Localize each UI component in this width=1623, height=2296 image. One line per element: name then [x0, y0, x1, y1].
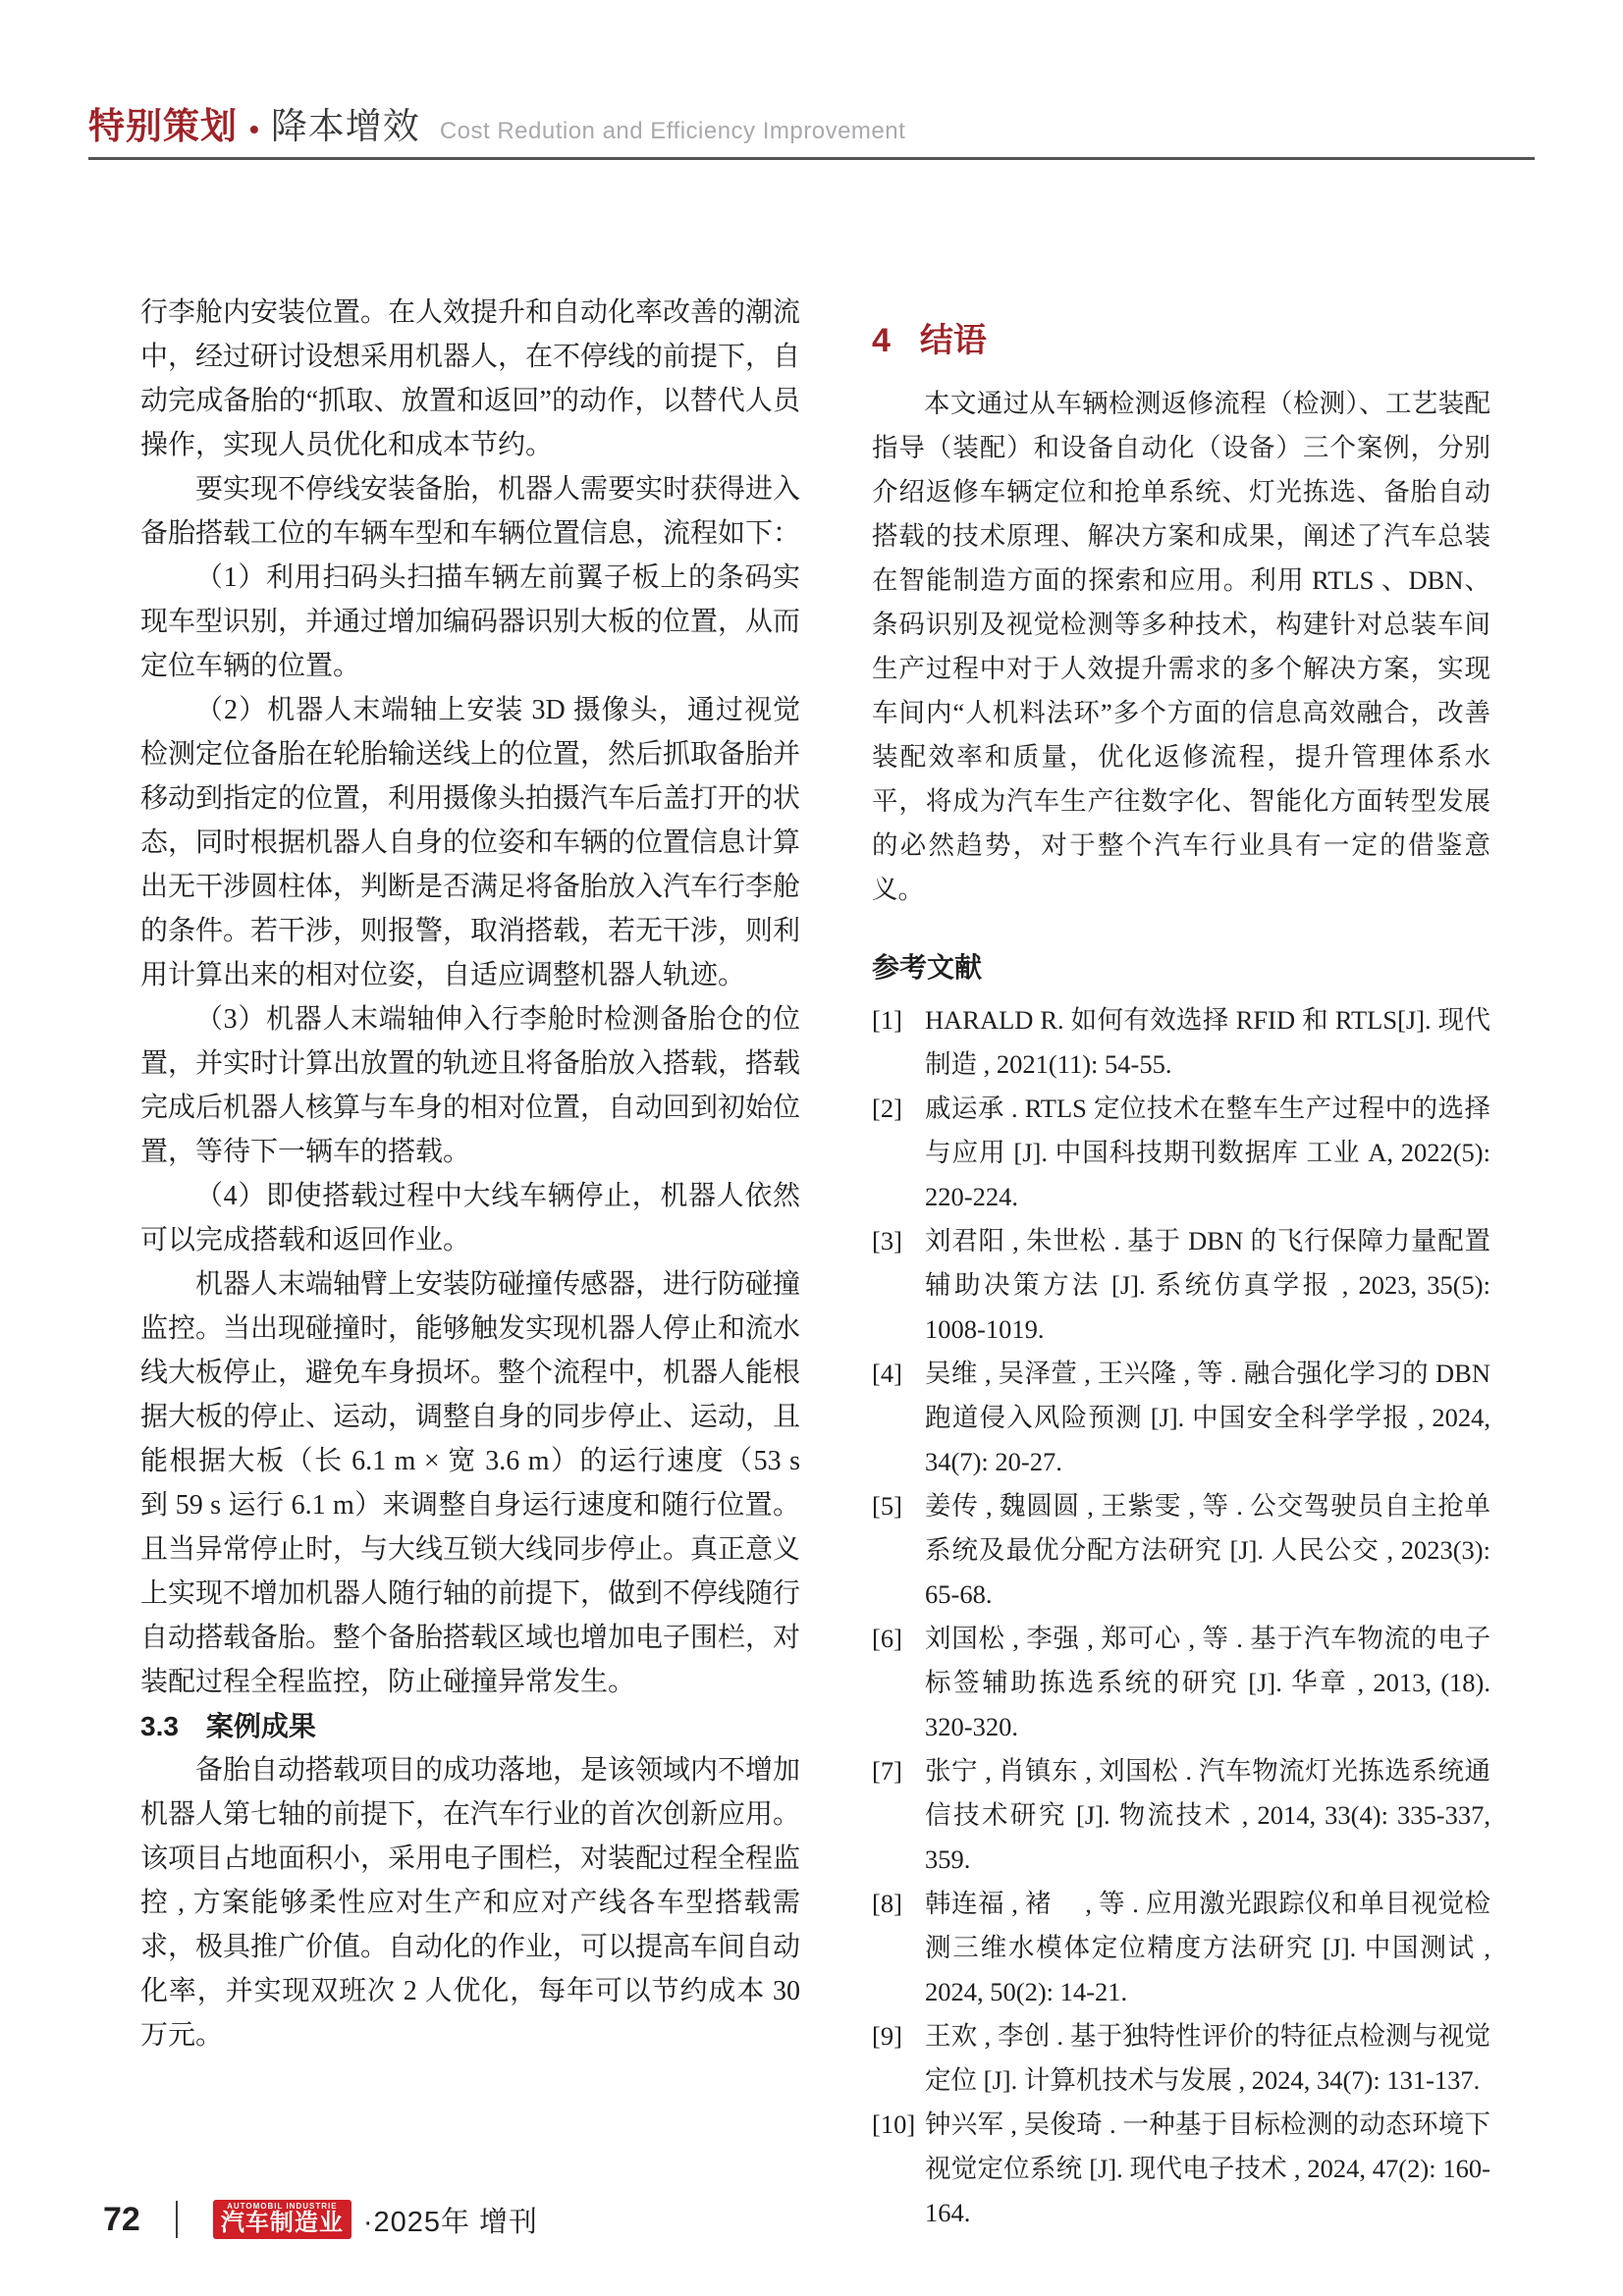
right-column: [872, 291, 1490, 2235]
references-list: [872, 998, 1490, 2235]
reference-text: 刘国松 , 李强 , 郑可心 , 等 . 基于汽车物流的电子标签辅助拣选系统的研究 [J]. 华章 , 2013, (18). 320-320.: [925, 1624, 1490, 1741]
text-block-content: 要实现不停线安装备胎，机器人需要实时获得进入备胎搭载工位的车辆车型和车辆位置信息，流程如下：: [140, 474, 801, 549]
reference-number: [10]: [872, 2109, 916, 2139]
reference-text: 韩连福 , 褚 , 等 . 应用激光跟踪仪和单目视觉检测三维水模体定位精度方法研究 [J]. 中国测试 , 2024, 50(2): 14-21.: [925, 1889, 1490, 2006]
text-block-content: （4）即使搭载过程中大线车辆停止，机器人依然可以完成搭载和返回作业。: [140, 1181, 800, 1255]
reference-number: [5]: [872, 1491, 902, 1521]
header-topic: 特别策划: [88, 106, 238, 146]
text-block: [140, 688, 800, 997]
text-block-content: 备胎自动搭载项目的成功落地，是该领域内不增加机器人第七轴的前提下，在汽车行业的首次创新应用。该项目占地面积小，采用电子围栏，对装配过程全程监控 , 方案能够柔性应对生产和应对产线各车型搭载需求，极具推广价值。自动化的作业，可以提高车间自动化率，并实现双班次 2 人优化，每年可以节约成本 30 万元。: [140, 1755, 801, 2051]
page-header: [88, 96, 905, 149]
reference-item: [872, 1087, 1490, 1219]
conclusion-paragraph: 本文通过从车辆检测返修流程（检测）、工艺装配指导（装配）和设备自动化（设备）三个案例，分别介绍返修车辆定位和抢单系统、灯光拣选、备胎自动搭载的技术原理、解决方案和成果，阐述了汽车总装在智能制造方面的探索和应用。利用 RTLS 、DBN、条码识别及视觉检测等多种技术，构建针对总装车间生产过程中对于人效提升需求的多个解决方案，实现车间内“人机料法环”多个方面的信息高效融合，改善装配效率和质量，优化返修流程，提升管理体系水平，将成为汽车生产往数字化、智能化方面转型发展的必然趋势，对于整个汽车行业具有一定的借鉴意义。: [872, 389, 1490, 904]
reference-item: [872, 1219, 1490, 1352]
text-block-content: 机器人末端轴臂上安装防碰撞传感器，进行防碰撞监控。当出现碰撞时，能够触发实现机器人停止和流水线大板停止，避免车身损坏。整个流程中，机器人能根据大板的停止、运动，调整自身的同步停止、运动，且能根据大板（长 6.1 m × 宽 3.6 m）的运行速度（53 s 到 59 s 运行 6.1 m）来调整自身运行速度和随行位置。且当异常停止时，与大线互锁大线同步停止。真正意义上实现不增加机器人随行轴的前提下，做到不停线随行自动搭载备胎。整个备胎搭载区域也增加电子围栏，对装配过程全程监控，防止碰撞异常发生。: [140, 1269, 801, 1697]
text-block: [140, 1704, 800, 1748]
text-block-content: （1）利用扫码头扫描车辆左前翼子板上的条码实现车型识别，并通过增加编码器识别大板的位置，从而定位车辆的位置。: [140, 562, 801, 681]
reference-item: [872, 998, 1490, 1087]
text-block: [140, 1262, 800, 1704]
section-title: 结语: [919, 322, 987, 359]
reference-text: 刘君阳 , 朱世松 . 基于 DBN 的飞行保障力量配置辅助决策方法 [J]. 系统仿真学报 , 2023, 35(5): 1008-1019.: [925, 1226, 1490, 1344]
reference-text: 王欢 , 李创 . 基于独特性评价的特征点检测与视觉定位 [J]. 计算机技术与发展 , 2024, 34(7): 131-137.: [925, 2021, 1490, 2095]
reference-item: [872, 1484, 1490, 1617]
reference-number: [2]: [872, 1094, 902, 1123]
reference-number: [3]: [872, 1226, 902, 1255]
reference-number: [1]: [872, 1005, 902, 1035]
text-block-content: （3）机器人末端轴伸入行李舱时检测备胎仓的位置，并实时计算出放置的轨迹且将备胎放入搭载，搭载完成后机器人核算与车身的相对位置，自动回到初始位置，等待下一辆车的搭载。: [140, 1004, 801, 1167]
magazine-logo: [213, 2200, 352, 2239]
reference-number: [7]: [872, 1756, 902, 1786]
text-block: [140, 291, 800, 467]
text-block: [140, 1748, 800, 2057]
text-block: [140, 467, 800, 556]
reference-item: [872, 1749, 1490, 1882]
footer-divider: [176, 2201, 178, 2238]
reference-item: [872, 1617, 1490, 1749]
header-rule: [88, 157, 1535, 160]
reference-text: 吴维 , 吴泽萱 , 王兴隆 , 等 . 融合强化学习的 DBN 跑道侵入风险预测 [J]. 中国安全科学学报 , 2024, 34(7): 20-27.: [925, 1359, 1490, 1476]
left-column: [140, 291, 800, 2057]
reference-number: [8]: [872, 1889, 902, 1918]
section-heading: [872, 322, 1490, 359]
issue-info: ·2025年 增刊: [362, 2206, 539, 2238]
reference-number: [9]: [872, 2021, 902, 2051]
section-number: 4: [872, 322, 891, 359]
text-block-content: （2）机器人末端轴上安装 3D 摄像头，通过视觉检测定位备胎在轮胎输送线上的位置，然后抓取备胎并移动到指定的位置，利用摄像头拍摄汽车后盖打开的状态，同时根据机器人自身的位姿和车辆的位置信息计算出无干涉圆柱体，判断是否满足将备胎放入汽车行李舱的条件。若干涉，则报警，取消搭载，若无干涉，则利用计算出来的相对位姿，自适应调整机器人轨迹。: [140, 695, 801, 990]
reference-number: [4]: [872, 1359, 902, 1388]
reference-text: 姜传 , 魏圆圆 , 王紫雯 , 等 . 公交驾驶员自主抢单系统及最优分配方法研究 [J]. 人民公交 , 2023(3): 65-68.: [925, 1491, 1490, 1609]
reference-number: [6]: [872, 1624, 902, 1653]
text-block: [140, 997, 800, 1174]
reference-item: [872, 2014, 1490, 2103]
reference-item: [872, 1882, 1490, 2014]
reference-text: 钟兴军 , 吴俊琦 . 一种基于目标检测的动态环境下视觉定位系统 [J]. 现代电子技术 , 2024, 47(2): 160-164.: [925, 2109, 1490, 2227]
reference-text: HARALD R. 如何有效选择 RFID 和 RTLS[J]. 现代制造 , 2021(11): 54-55.: [925, 1005, 1490, 1079]
reference-text: 戚运承 . RTLS 定位技术在整车生产过程中的选择与应用 [J]. 中国科技期刊数据库 工业 A, 2022(5): 220-224.: [925, 1094, 1490, 1211]
header-english-title: Cost Redution and Efficiency Improvement: [439, 118, 906, 144]
header-dot-icon: •: [249, 114, 259, 144]
references-heading: 参考文献: [872, 952, 983, 983]
text-block-content: 行李舱内安装位置。在人效提升和自动化率改善的潮流中，经过研讨设想采用机器人，在不停线的前提下，自动完成备胎的“抓取、放置和返回”的动作，以替代人员操作，实现人员优化和成本节约。: [140, 297, 801, 460]
logo-title: 汽车制造业: [220, 2210, 344, 2236]
page-footer: [103, 2197, 538, 2242]
reference-item: [872, 2103, 1490, 2235]
text-block-content: 3.3 案例成果: [140, 1711, 316, 1741]
text-block: [140, 556, 800, 688]
page-number: 72: [103, 2200, 140, 2238]
header-subtopic: 降本增效: [270, 106, 420, 146]
logo-subtitle: AUTOMOBIL INDUSTRIE: [227, 2202, 338, 2211]
text-block: [140, 1174, 800, 1262]
reference-item: [872, 1352, 1490, 1484]
reference-text: 张宁 , 肖镇东 , 刘国松 . 汽车物流灯光拣选系统通信技术研究 [J]. 物流技术 , 2014, 33(4): 335-337, 359.: [925, 1756, 1490, 1874]
